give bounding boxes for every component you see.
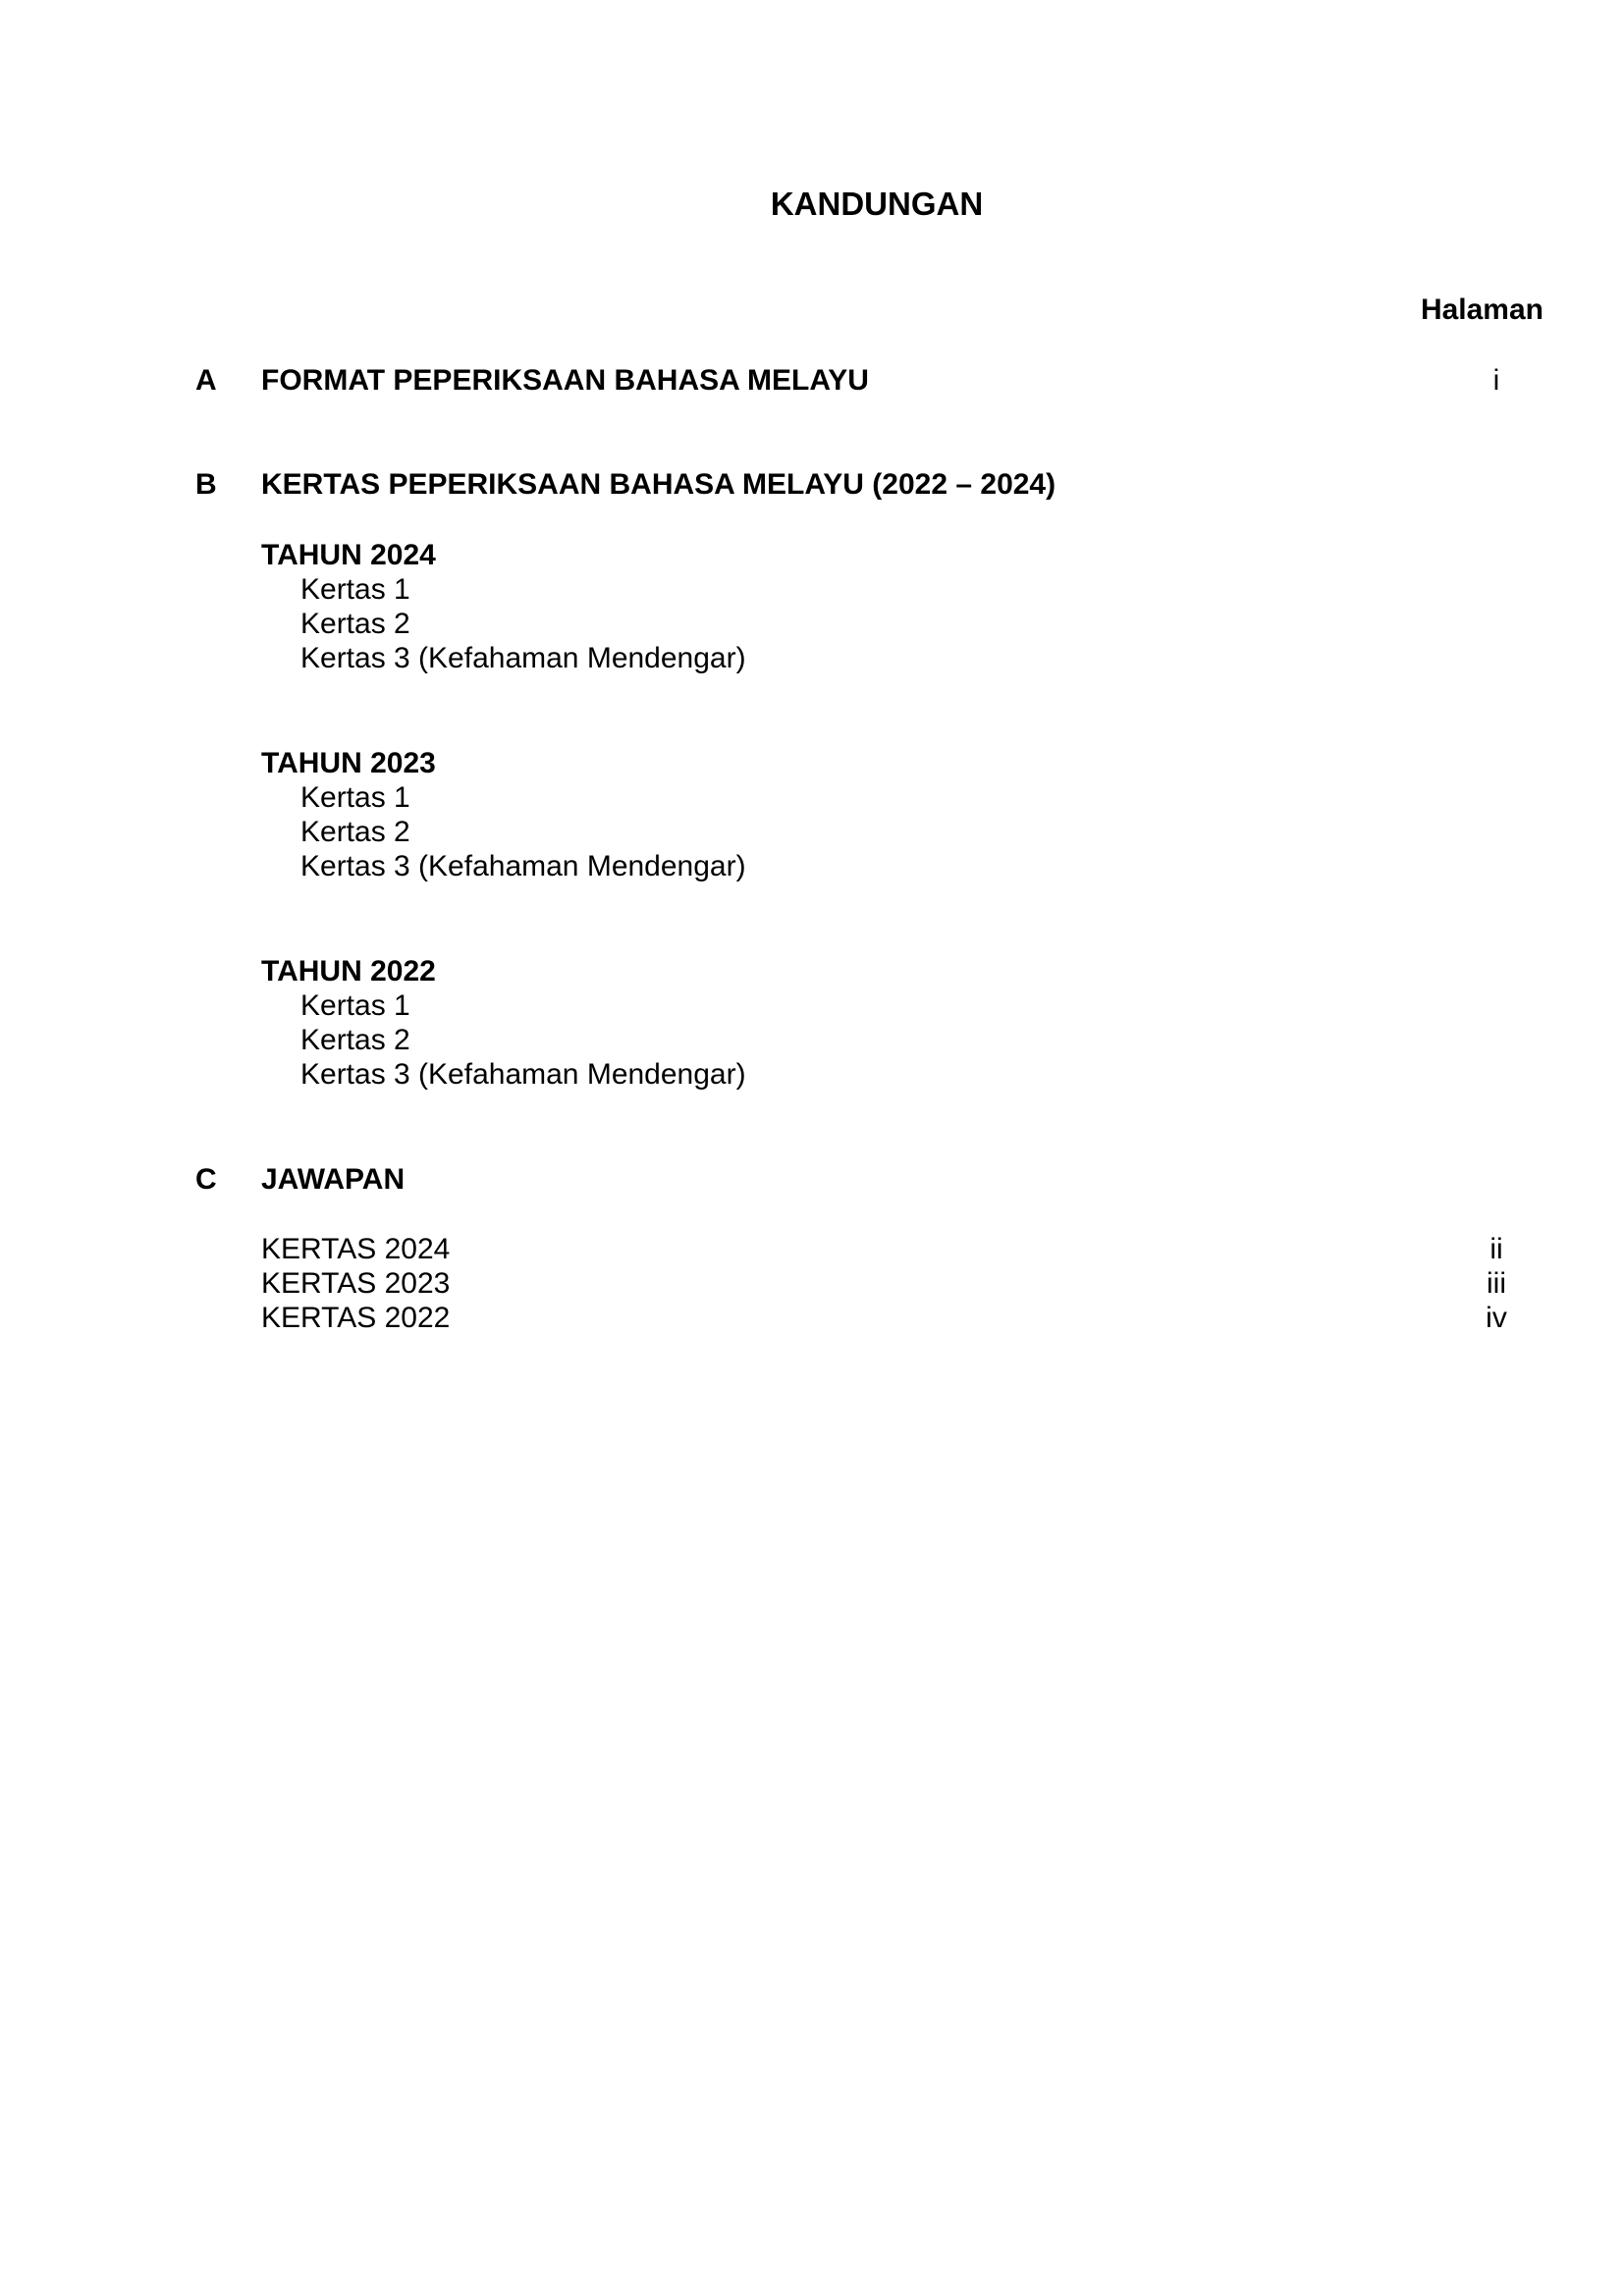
year-heading: TAHUN 2022 [261,955,436,988]
list-item: Kertas 2 [300,608,410,640]
list-item: Kertas 1 [300,573,410,606]
list-item: Kertas 3 (Kefahaman Mendengar) [300,1058,746,1091]
list-item: Kertas 1 [300,989,410,1022]
page-column-header: Halaman [1420,294,1543,326]
answer-entry-page: ii [1489,1233,1503,1265]
year-block-2023 [261,746,746,883]
list-item: Kertas 2 [300,816,410,848]
section-c-letter: C [195,1163,217,1196]
section-a-page: i [1492,364,1500,397]
answer-page-list [1477,1232,1516,1335]
answer-list [261,1232,450,1335]
section-c-title: JAWAPAN [261,1163,406,1196]
section-a-letter: A [195,364,217,397]
list-item: Kertas 2 [300,1024,410,1056]
answer-entry-label: KERTAS 2023 [261,1267,451,1300]
list-item: Kertas 3 (Kefahaman Mendengar) [300,642,746,674]
answer-entry-page: iii [1487,1267,1506,1300]
year-heading: TAHUN 2024 [261,539,436,571]
section-a-title: FORMAT PEPERIKSAAN BAHASA MELAYU [261,364,869,397]
year-block-2022 [261,954,746,1092]
year-block-2024 [261,538,746,675]
section-b-title: KERTAS PEPERIKSAAN BAHASA MELAYU (2022 – 2024) [261,468,1056,501]
list-item: Kertas 3 (Kefahaman Mendengar) [300,850,746,882]
section-b-letter: B [195,468,217,501]
list-item: Kertas 1 [300,781,410,814]
answer-entry-label: KERTAS 2022 [261,1302,451,1334]
year-heading: TAHUN 2023 [261,747,436,779]
answer-entry-label: KERTAS 2024 [261,1233,451,1265]
page-title: KANDUNGAN [770,186,984,222]
answer-entry-page: iv [1486,1302,1507,1334]
